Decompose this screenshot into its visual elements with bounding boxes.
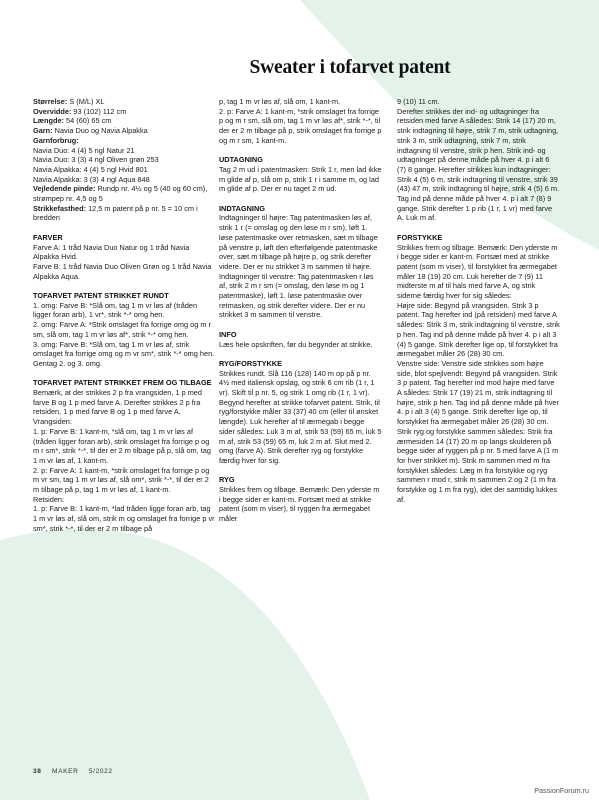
paragraph: 2. p: Farve A: 1 kant-m, *strik omslaget fra forrige p og m vr sm, tag 1 m vr løs af, slå om*, strik *-*, til der er 2 m tilbage på p, tag 1 m vr løs af, 1 kant-m. <box>33 465 210 495</box>
intro-line: Størrelse: S (M/L) XL <box>33 97 105 106</box>
paragraph: Gentag 2. og 3. omg. <box>33 358 102 368</box>
paragraph: Farve A: 1 tråd Navia Duo Natur og 1 tråd Navia Alpakka Hvid. <box>33 242 190 262</box>
section-heading-patent-rundt: TOFARVET PATENT STRIKKET RUNDT <box>33 291 169 301</box>
page-title: Sweater i tofarvet patent <box>249 57 451 78</box>
paragraph: Strikkes rundt. Slå 116 (128) 140 m op på p nr. 4½ med italiensk opslag, og strik 6 cm rib (1 r, 1 vr). Skift til p nr. 5, og strik 1 omg rib (1 r, 1 vr). Begynd herefter at strikke tofarvet patent. Strik, til ryg/forstykke måler 33 (37) 40 cm (eller til ønsket længde). Luk herefter af til ærmegab i begge sider således: Luk 3 m af, strik 53 (59) 65 m, luk 5 m af, strik 53 (59) 65 m, luk 2 m af. Slut med 2. omg (farve A). Strik derefter ryg og forstykke færdig hver for sig. <box>219 368 382 465</box>
subheading: Vrangsiden: <box>33 417 72 427</box>
paragraph: Strikkes frem og tilbage. Bemærk: Den yderste m i begge sider er kant-m. Fortsæt med at strikke patent (som m viser), til ryggen fra ærmegabet måler <box>219 485 380 524</box>
intro-line: Navia Alpakka: 3 (3) 4 ngl Aqua 848 <box>33 174 150 184</box>
magazine-name: MAKER <box>51 768 79 775</box>
intro-line: Garnforbrug: <box>33 135 79 145</box>
subheading: Retsiden: <box>33 494 65 504</box>
paragraph: 2. p: Farve A: 1 kant-m, *strik omslaget fra forrige p og m r sm, slå om, tag 1 m vr løs af*, strik *-*, til der er 2 m tilbage på p, strik omslaget fra forrige p og m r sm, 1 kant-m. <box>219 106 382 145</box>
intro-line: Vejledende pinde: Rundp nr. 4½ og 5 (40 og 60 cm), strømpep nr. 4,5 og 5 <box>33 184 208 204</box>
paragraph: Læs hele opskriften, før du begynder at strikke. <box>219 339 373 349</box>
intro-line: Navia Duo: 4 (4) 5 ngl Natur 21 <box>33 145 135 155</box>
intro-line: Garn: Navia Duo og Navia Alpakka <box>33 126 148 136</box>
page-footer <box>33 768 121 775</box>
paragraph: 2. omg: Farve A: *Strik omslaget fra forrige omg og m r sm, slå om, tag 1 m vr løs af*, strik *-* omg hen. <box>33 320 211 339</box>
paragraph: Venstre side: Venstre side strikkes som højre side, blot spejlvendt: Begynd på vrangsiden. Strik 3 p patent. Tag herefter ind mod højre med farve A således: Strik 17 (19) 21 m, strik indtagning til højre, strik p hen. Tag ind på denne måde på hver 4. p i alt 3 (4) 5 gange. Strik derefter lige op, til forstykket fra ærmegabet måler 26 (28) 30 cm. <box>397 358 559 427</box>
paragraph: Derefter strikkes der ind- og udtagninger fra retsiden med farve A således: Strik 14 (17) 20 m, strik indtagning til højre, strik 7 m, strik udtagning, strik 3 m, strik udtagning, strik 7 m, strik indtagning til venstre, strik p hen. Strik ind- og udtagninger på denne måde på hver 4. p i alt 6 (7) 8 gange. Herefter strikkes kun indtagninger: Strik 4 (5) 6 m, strik indtagning til venstre, strik 39 (43) 47 m, strik indtagning til højre, strik 4 (5) 6 m. Tag ind på denne måde på hver 4. p i alt 7 (8) 9 gange. Strik derefter 1 p rib (1 r, 1 vr) med farve A. Luk m af. <box>397 106 560 223</box>
watermark: PassionForum.ru <box>534 786 589 795</box>
paragraph: 1. omg: Farve B: *Slå om, tag 1 m vr løs af (tråden ligger foran arb), 1 vr*, strik *-* omg hen. <box>33 300 198 320</box>
paragraph: Bemærk, at der strikkes 2 p fra vrangsiden, 1 p med farve B og 1 p med farve A. Derefter strikkes 2 p fra retsiden, 1 p med farve B og 1 p med farve A. <box>33 388 202 417</box>
section-heading-indtagning: INDTAGNING <box>219 203 265 213</box>
section-heading-ryg: RYG <box>219 475 235 485</box>
intro-line: Længde: 54 (60) 65 cm <box>33 116 112 126</box>
paragraph: 3. omg: Farve B: *Slå om, tag 1 m vr løs af, strik omslaget fra forrige omg og m vr sm*, strik *-* omg hen. <box>33 339 215 359</box>
section-heading-patent-frem-tilbage: TOFARVET PATENT STRIKKET FREM OG TILBAGE <box>33 378 212 388</box>
paragraph: 1. p: Farve B: 1 kant-m, *lad tråden ligge foran arb, tag 1 m vr løs af, slå om, strik m og omslaget fra forrige p vr sm*, strik *-*, til der er 2 m tilbage på <box>33 504 215 533</box>
paragraph: Indtagninger til højre: Tag patentmasken løs af, strik 1 r (= omslag og den løse m r sm), løft 1. løse patentmaske over retmasken, sæt m tilbage på venstre p, løft den efterfølgende patentmaske over, sæt m tilbage på højre p, og strik derefter videre. Der er nu strikket 3 m sammen til højre. <box>219 213 378 271</box>
paragraph: p, tag 1 m vr løs af, slå om, 1 kant-m. <box>219 97 341 106</box>
paragraph: 1. p: Farve B: 1 kant-m, *slå om, tag 1 m vr løs af (tråden ligger foran arb), strik omslaget fra forrige p og m r sm*, strik *-*, til der er 2 m tilbage på p, slå om, tag 1 m vr løs af, 1 kant-m. <box>33 426 211 465</box>
paragraph: Højre side: Begynd på vrangsiden. Strik 3 p patent. Tag herefter ind (på retsiden) med farve A således: Strik 3 m, strik indtagning til venstre, strik p hen. Tag ind på denne måde på hver 4. p i alt 3 (4) 5 gange. Strik derefter lige op, til forstykket fra ærmegabet måler 26 (28) 30 cm. <box>397 300 560 359</box>
section-heading-farver: FARVER <box>33 232 63 242</box>
column-left <box>33 97 216 534</box>
intro-line: Strikkefasthed: 12,5 m patent på p nr. 5 = 10 cm i bredden <box>33 203 198 223</box>
paragraph: 9 (10) 11 cm. <box>397 97 440 106</box>
mint-bottom-shape <box>0 529 370 800</box>
intro-line: Navia Alpakka: 4 (4) 5 ngl Hvid 801 <box>33 164 148 174</box>
section-heading-udtagning: UDTAGNING <box>219 155 263 165</box>
column-middle <box>219 97 382 524</box>
intro-line: Overvidde: 93 (102) 112 cm <box>33 106 127 116</box>
paragraph: Indtagninger til venstre: Tag patentmasken r løs af, strik 2 m r sm (= omslag, den løse m og 1 patentmaske), løft 1. løse patentmaske over retmasken, og strik derefter videre. Der er nu strikket 3 m sammen til venstre. <box>219 271 374 320</box>
intro-line: Navia Duo: 3 (3) 4 ngl Oliven grøn 253 <box>33 155 159 165</box>
paragraph: Strikkes frem og tilbage. Bemærk: Den yderste m i begge sider er kant-m. Fortsæt med at strikke patent (som m viser), til forstykket fra ærmegabet måler 18 (19) 20 cm. Luk herefter de 7 (9) 11 midterste m af til hals med farve A, og strik siderne færdig hver for sig således: <box>397 242 558 301</box>
paragraph: Farve B: 1 tråd Navia Duo Oliven Grøn og 1 tråd Navia Alpakka Aqua. <box>33 261 212 281</box>
section-heading-forstykke: FORSTYKKE <box>397 232 443 242</box>
section-heading-ryg-forstykke: RYG/FORSTYKKE <box>219 358 282 368</box>
section-heading-info: INFO <box>219 329 237 339</box>
column-right <box>397 97 560 505</box>
issue-number: 5/2022 <box>88 768 113 775</box>
paragraph: Tag 2 m ud i patentmasken: Strik 1 r, men lad ikke m glide af p, slå om p, strik 1 r i samme m, og lad m glide af p. Der er nu taget 2 m ud. <box>219 164 382 194</box>
page-number: 38 <box>33 768 42 775</box>
paragraph: Strik ryg og forstykke sammen således: Strik fra ærmesiden 14 (17) 20 m op langs skulderen på begge sider af ryggen på p nr. 5 med farve A (1 m for hver strikket m). Strik m sammen med m fra forstykket således: Læg m fra forstykke og ryg sammen r mod r, strik m sammen 2 og 2 (1 m fra forstykke og 1 m fra ryg), idet der samtidig lukkes af. <box>397 426 559 504</box>
